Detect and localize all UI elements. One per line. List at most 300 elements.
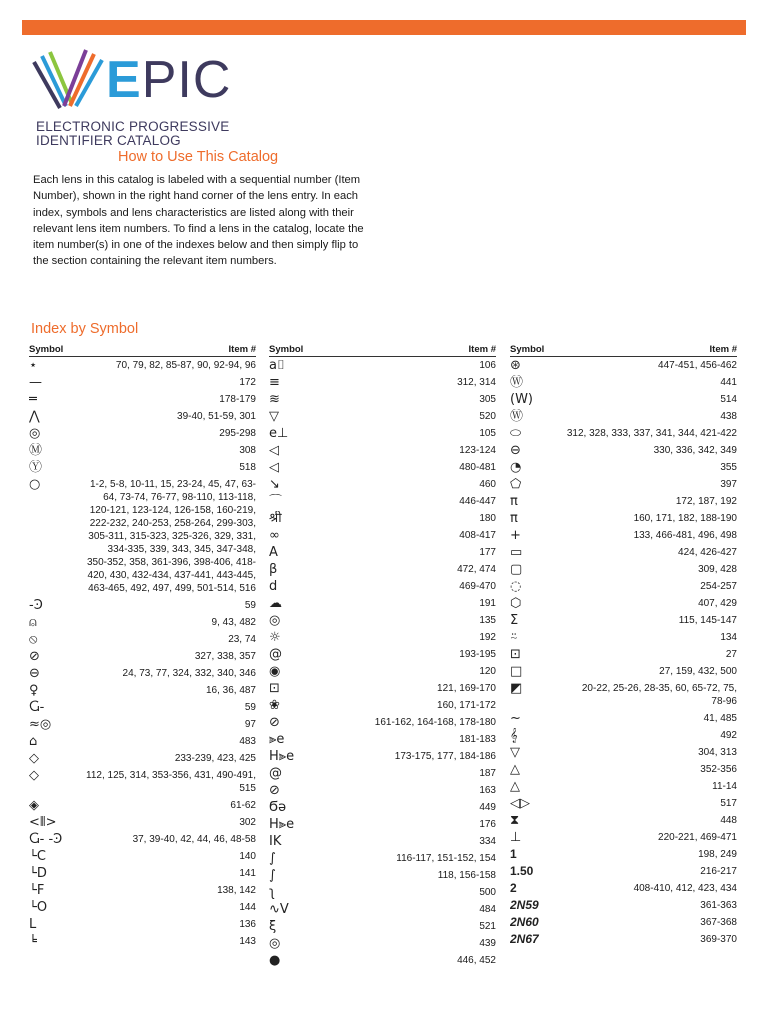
item-numbers: 27 [725, 649, 737, 660]
lens-symbol: ◇ [29, 768, 39, 783]
item-numbers: 480-481 [459, 462, 496, 473]
item-numbers: 112, 125, 314, 353-356, 431, 490-491, 515 [86, 770, 256, 794]
index-row [510, 392, 737, 409]
lens-symbol: Ⓦ [510, 375, 524, 390]
item-numbers: 177 [479, 547, 496, 558]
index-row [269, 749, 496, 766]
item-numbers: 180 [479, 513, 496, 524]
index-row [510, 728, 737, 745]
index-row [510, 494, 737, 511]
lens-symbol: Σ [510, 613, 519, 628]
index-row [29, 734, 256, 751]
lens-symbol: ⬠ [510, 477, 522, 492]
index-row [269, 545, 496, 562]
lens-symbol: ♀ [29, 683, 39, 698]
item-numbers: 176 [479, 819, 496, 830]
index-row [269, 477, 496, 494]
lens-symbol: ~ [510, 711, 521, 726]
logo-wordmark [106, 51, 232, 109]
lens-symbol: d [269, 579, 278, 594]
index-row [269, 681, 496, 698]
index-row [510, 796, 737, 813]
symbol-index-column-3 [510, 344, 737, 949]
index-row [269, 426, 496, 443]
logo-wordmark-e: E [106, 51, 142, 109]
header-item: Item # [468, 344, 496, 355]
index-row [29, 426, 256, 443]
item-numbers: 334 [479, 836, 496, 847]
item-numbers: 369-370 [700, 934, 737, 945]
index-row [269, 460, 496, 477]
index-row [29, 666, 256, 683]
item-numbers: 198, 249 [698, 849, 737, 860]
lens-symbol: (W) [510, 392, 533, 407]
index-row [510, 881, 737, 898]
howto-heading: How to Use This Catalog [118, 149, 279, 165]
lens-symbol: ◉ [269, 664, 281, 679]
index-row [510, 562, 737, 579]
index-row [269, 834, 496, 851]
index-row [269, 936, 496, 953]
item-numbers: 140 [239, 851, 256, 862]
index-row [269, 800, 496, 817]
lens-symbol: ☼ [269, 630, 281, 645]
index-row [29, 443, 256, 460]
lens-symbol: ◔ [510, 460, 522, 475]
index-row [269, 596, 496, 613]
item-numbers: 133, 466-481, 496, 498 [633, 530, 737, 541]
lens-symbol: ↘ [269, 477, 280, 492]
item-numbers: 115, 145-147 [678, 615, 737, 626]
index-row [29, 815, 256, 832]
index-row [29, 392, 256, 409]
lens-symbol: A [269, 545, 278, 560]
lens-symbol: + [510, 528, 521, 543]
lens-symbol: ⬡ [510, 596, 522, 611]
index-row [269, 528, 496, 545]
item-numbers: 448 [720, 815, 737, 826]
item-numbers: 500 [479, 887, 496, 898]
item-numbers: 312, 328, 333, 337, 341, 344, 421-422 [566, 428, 737, 439]
item-numbers: 438 [720, 411, 737, 422]
item-numbers: 141 [239, 868, 256, 879]
index-row [510, 511, 737, 528]
index-row [29, 883, 256, 900]
index-row [269, 664, 496, 681]
item-numbers: 59 [244, 702, 256, 713]
lens-symbol: ≈◎ [29, 717, 52, 732]
lens-symbol: 1 [510, 847, 517, 861]
item-numbers: 521 [479, 921, 496, 932]
lens-symbol: @ [269, 647, 282, 662]
index-row [510, 477, 737, 494]
item-numbers: 355 [720, 462, 737, 473]
lens-symbol: ⋀ [29, 409, 40, 424]
index-row [29, 768, 256, 798]
item-numbers: 469-470 [459, 581, 496, 592]
index-row [29, 866, 256, 883]
index-rows [269, 358, 496, 970]
index-row [510, 375, 737, 392]
item-numbers: 492 [720, 730, 737, 741]
item-numbers: 123-124 [459, 445, 496, 456]
item-numbers: 309, 428 [698, 564, 737, 575]
lens-symbol: ⊥ [510, 830, 522, 845]
item-numbers: 118, 156-158 [437, 870, 496, 881]
lens-symbol: Ⴚ- -Ͽ [29, 832, 63, 847]
index-row [29, 900, 256, 917]
lens-symbol: ╘ [29, 934, 37, 949]
item-numbers: 41, 485 [703, 713, 737, 724]
symbol-index-column-2 [269, 344, 496, 970]
item-numbers: 97 [244, 719, 256, 730]
lens-symbol: -Ͽ [29, 598, 43, 613]
lens-symbol: ⍨ [510, 630, 518, 645]
lens-symbol: ⊘ [29, 649, 40, 664]
item-numbers: 178-179 [219, 394, 256, 405]
index-row [269, 902, 496, 919]
lens-symbol: ʅ [269, 885, 275, 900]
item-numbers: 424, 426-427 [678, 547, 737, 558]
index-row [269, 613, 496, 630]
index-row [29, 649, 256, 666]
index-row [29, 700, 256, 717]
index-row [510, 830, 737, 847]
lens-symbol: ⍝ [29, 615, 37, 630]
lens-symbol: ☁ [269, 596, 282, 611]
item-numbers: 144 [239, 902, 256, 913]
index-row [510, 630, 737, 647]
index-row [29, 598, 256, 615]
index-row [510, 898, 737, 915]
lens-symbol: └D [29, 866, 47, 881]
item-numbers: 484 [479, 904, 496, 915]
item-numbers: 472, 474 [457, 564, 496, 575]
index-row [269, 885, 496, 902]
index-row [269, 358, 496, 375]
header-item: Item # [228, 344, 256, 355]
lens-symbol: Ⓜ [29, 443, 43, 458]
lens-symbol: ⊖ [510, 443, 521, 458]
index-row [269, 698, 496, 715]
item-numbers: 106 [479, 360, 496, 371]
item-numbers: 216-217 [700, 866, 737, 877]
top-accent-bar [22, 20, 746, 35]
lens-symbol: ◁ [269, 460, 279, 475]
item-numbers: 9, 43, 482 [211, 617, 256, 628]
index-row [510, 915, 737, 932]
lens-symbol: IK [269, 834, 282, 849]
item-numbers: 187 [479, 768, 496, 779]
lens-symbol: ❀ [269, 698, 280, 713]
item-numbers: 397 [720, 479, 737, 490]
item-numbers: 352-356 [700, 764, 737, 775]
logo-subtitle [36, 120, 229, 148]
lens-symbol: H⫸e [269, 817, 295, 832]
item-numbers: 312, 314 [457, 377, 496, 388]
item-numbers: 517 [720, 798, 737, 809]
item-numbers: 138, 142 [217, 885, 256, 896]
item-numbers: 116-117, 151-152, 154 [396, 853, 496, 864]
lens-symbol: — [29, 375, 42, 390]
logo-subtitle-line-1: ELECTRONIC PROGRESSIVE [36, 119, 230, 134]
index-row [29, 751, 256, 768]
lens-symbol: L [29, 917, 37, 932]
lens-symbol: △ [510, 762, 520, 777]
item-numbers: 295-298 [219, 428, 256, 439]
lens-symbol: ⧗ [510, 813, 520, 828]
column-header [29, 344, 256, 357]
lens-symbol: ═ [29, 392, 37, 407]
column-header [269, 344, 496, 357]
lens-symbol: ⊘ [269, 715, 280, 730]
index-row [269, 392, 496, 409]
index-row [510, 681, 737, 711]
item-numbers: 163 [479, 785, 496, 796]
lens-symbol: ◁ [269, 443, 279, 458]
logo-wordmark-rest: PIC [141, 51, 232, 109]
lens-symbol: ◎ [269, 936, 281, 951]
index-row [510, 596, 737, 613]
item-numbers: 193-195 [459, 649, 496, 660]
lens-symbol: ◇ [29, 751, 39, 766]
index-row [269, 783, 496, 800]
lens-symbol: □ [510, 664, 523, 679]
epic-logo [30, 46, 270, 156]
item-numbers: 518 [239, 462, 256, 473]
index-row [269, 562, 496, 579]
header-symbol: Symbol [269, 344, 304, 355]
lens-symbol: ⊖ [29, 666, 40, 681]
index-row [29, 683, 256, 700]
index-row [269, 953, 496, 970]
index-row [29, 358, 256, 375]
item-numbers: 460 [479, 479, 496, 490]
lens-symbol: श्री [269, 511, 282, 526]
item-numbers: 441 [720, 377, 737, 388]
lens-symbol: Ⓨ [29, 460, 43, 475]
lens-symbol: └O [29, 900, 48, 915]
lens-symbol: ⌂ [29, 734, 38, 749]
lens-symbol: ⌒ [269, 494, 283, 509]
index-row [29, 477, 256, 598]
lens-symbol: ◈ [29, 798, 39, 813]
lens-symbol: 2 [510, 881, 517, 895]
index-row [510, 358, 737, 375]
item-numbers: 361-363 [700, 900, 737, 911]
item-numbers: 446-447 [459, 496, 496, 507]
item-numbers: 143 [239, 936, 256, 947]
item-numbers: 16, 36, 487 [205, 685, 256, 696]
logo-subtitle-line-2: IDENTIFIER CATALOG [36, 133, 181, 148]
index-row [510, 813, 737, 830]
lens-symbol: @ [269, 766, 282, 781]
lens-symbol: e⊥ [269, 426, 289, 441]
lens-symbol: ▭ [510, 545, 523, 560]
index-row [269, 511, 496, 528]
index-row [510, 932, 737, 949]
item-numbers: 308 [239, 445, 256, 456]
item-numbers: 408-417 [459, 530, 496, 541]
item-numbers: 173-175, 177, 184-186 [394, 751, 496, 762]
lens-symbol: 2N60 [510, 915, 539, 929]
index-row [269, 732, 496, 749]
lens-symbol: ⫸e [269, 732, 285, 747]
index-heading: Index by Symbol [31, 321, 139, 337]
lens-symbol: a⌷ [269, 358, 285, 373]
item-numbers: 305 [479, 394, 496, 405]
index-row [510, 443, 737, 460]
item-numbers: 121, 169-170 [437, 683, 496, 694]
item-numbers: 172, 187, 192 [675, 496, 737, 507]
lens-symbol: ⊛ [510, 358, 521, 373]
item-numbers: 449 [479, 802, 496, 813]
index-row [269, 630, 496, 647]
index-row [29, 460, 256, 477]
lens-symbol: ◎ [269, 613, 281, 628]
index-row [269, 443, 496, 460]
lens-symbol: Ⓦ [510, 409, 524, 424]
index-row [269, 494, 496, 511]
item-numbers: 134 [720, 632, 737, 643]
index-row [510, 545, 737, 562]
index-row [510, 711, 737, 728]
item-numbers: 27, 159, 432, 500 [659, 666, 737, 677]
symbol-index-column-1 [29, 344, 256, 951]
item-numbers: 135 [479, 615, 496, 626]
lens-symbol: ⋆ [29, 358, 38, 373]
index-row [510, 745, 737, 762]
index-row [269, 647, 496, 664]
item-numbers: 514 [720, 394, 737, 405]
lens-symbol: β [269, 562, 278, 577]
item-numbers: 181-183 [459, 734, 496, 745]
lens-symbol: 1.50 [510, 864, 534, 878]
lens-symbol: ◩ [510, 681, 523, 696]
lens-symbol: ● [269, 953, 281, 968]
header-item: Item # [709, 344, 737, 355]
lens-symbol: ∫ [269, 868, 276, 883]
lens-symbol: H⫸e [269, 749, 295, 764]
index-row [29, 615, 256, 632]
index-row [269, 817, 496, 834]
index-row [510, 762, 737, 779]
lens-symbol: 2N59 [510, 898, 539, 912]
lens-symbol: ⦸ [29, 632, 38, 647]
logo-stripes [30, 46, 110, 112]
item-numbers: 120 [479, 666, 496, 677]
item-numbers: 304, 313 [698, 747, 737, 758]
index-row [269, 919, 496, 936]
item-numbers: 220-221, 469-471 [658, 832, 737, 843]
item-numbers: 70, 79, 82, 85-87, 90, 92-94, 96 [115, 360, 256, 371]
index-rows [29, 358, 256, 951]
item-numbers: 447-451, 456-462 [658, 360, 737, 371]
item-numbers: 327, 338, 357 [194, 651, 256, 662]
index-row [269, 766, 496, 783]
header-symbol: Symbol [29, 344, 64, 355]
index-row [29, 632, 256, 649]
index-row [29, 717, 256, 734]
lens-symbol: ≡ [269, 375, 280, 390]
index-row [510, 409, 737, 426]
item-numbers: 24, 73, 77, 324, 332, 340, 346 [122, 668, 256, 679]
item-numbers: 446, 452 [457, 955, 496, 966]
index-row [269, 375, 496, 392]
item-numbers: 23, 74 [228, 634, 256, 645]
item-numbers: 11-14 [712, 781, 737, 792]
index-row [510, 579, 737, 596]
index-row [269, 579, 496, 596]
item-numbers: 160, 171-172 [437, 700, 496, 711]
lens-symbol: ◌ [510, 579, 522, 594]
item-numbers: 61-62 [230, 800, 256, 811]
index-row [269, 868, 496, 885]
index-row [269, 715, 496, 732]
item-numbers: 233-239, 423, 425 [174, 753, 256, 764]
lens-symbol: ∞ [269, 528, 280, 543]
item-numbers: 302 [239, 817, 256, 828]
item-numbers: 20-22, 25-26, 28-35, 60, 65-72, 75, 78-96 [581, 683, 737, 707]
lens-symbol: ≋ [269, 392, 280, 407]
item-numbers: 39-40, 51-59, 301 [177, 411, 256, 422]
intro-paragraph: Each lens in this catalog is labeled with a sequential number (Item Number), shown in the right hand corner of the lens entry. In each index, symbols and lens characteristics are listed along with their relevant lens item numbers. To find a lens in the catalog, locate the item number(s) in one of the indexes below and then simply flip to the section containing the relevant item numbers. [33, 174, 364, 268]
index-row [510, 613, 737, 630]
lens-symbol: ○ [29, 477, 41, 492]
lens-symbol: ⊘ [269, 783, 280, 798]
index-row [510, 528, 737, 545]
lens-symbol: ▢ [510, 562, 523, 577]
index-row [510, 779, 737, 796]
index-row [269, 409, 496, 426]
lens-symbol: 𝄞 [510, 728, 518, 743]
index-row [510, 847, 737, 864]
lens-symbol: π [510, 511, 518, 526]
item-numbers: 160, 171, 182, 188-190 [633, 513, 737, 524]
item-numbers: 172 [239, 377, 256, 388]
index-row [29, 849, 256, 866]
lens-symbol: <⦀> [29, 815, 57, 830]
item-numbers: 520 [479, 411, 496, 422]
item-numbers: 1-2, 5-8, 10-11, 15, 23-24, 45, 47, 63-64, 73-74, 76-77, 98-110, 113-118, 120-121, 123-124, 126-158, 160-219, 222-232, 240-253, 258-264, 299-303, 305-311, 315-323, 325-326, 329, 331, 334-335, 339, 343, 345, 347-348, 350-352, 358, 361-396, 398-406, 418-420, 430, 432-434, 437-441, 443-445, 463-465, 492, 497, 499, 501-514, 516 [86, 479, 256, 594]
item-numbers: 439 [479, 938, 496, 949]
lens-symbol: ▽ [269, 409, 279, 424]
index-row [29, 409, 256, 426]
lens-symbol: Ⴚ- [29, 700, 45, 715]
lens-symbol: ◁▷ [510, 796, 530, 811]
index-row [510, 864, 737, 881]
lens-symbol: ◎ [29, 426, 41, 441]
item-numbers: 59 [244, 600, 256, 611]
lens-symbol: └C [29, 849, 46, 864]
item-numbers: 367-368 [700, 917, 737, 928]
lens-symbol: ⬭ [510, 426, 522, 441]
lens-symbol: ⊡ [510, 647, 521, 662]
item-numbers: 161-162, 164-168, 178-180 [374, 717, 496, 728]
lens-symbol: π [510, 494, 518, 509]
item-numbers: 408-410, 412, 423, 434 [633, 883, 737, 894]
index-row [510, 647, 737, 664]
lens-symbol: ▽ [510, 745, 520, 760]
item-numbers: 254-257 [700, 581, 737, 592]
item-numbers: 191 [479, 598, 496, 609]
item-numbers: 192 [479, 632, 496, 643]
index-row [510, 426, 737, 443]
index-row [29, 798, 256, 815]
lens-symbol: ξ [269, 919, 277, 934]
lens-symbol: △ [510, 779, 520, 794]
column-header [510, 344, 737, 357]
